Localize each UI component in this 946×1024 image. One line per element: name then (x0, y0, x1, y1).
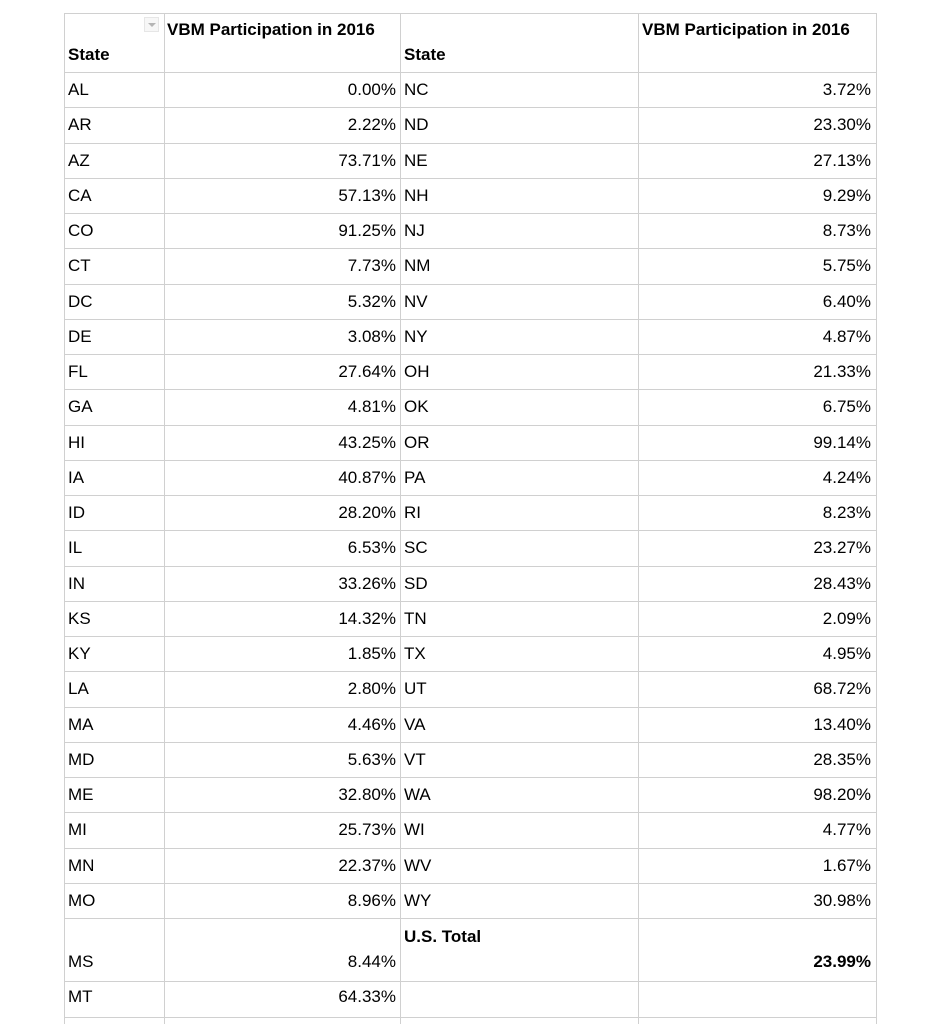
grid-line (64, 1017, 877, 1018)
grid-line (64, 213, 877, 214)
state-cell[interactable]: ME (68, 785, 94, 804)
vbm-cell[interactable]: 0.00% (347, 80, 396, 99)
state-cell[interactable]: UT (404, 679, 427, 698)
vbm-cell[interactable]: 99.14% (813, 433, 871, 452)
grid-line (64, 636, 877, 637)
vbm-cell[interactable]: 6.53% (347, 538, 396, 557)
state-cell[interactable]: DC (68, 292, 93, 311)
state-cell[interactable]: ND (404, 115, 429, 134)
state-cell[interactable]: CO (68, 221, 94, 240)
grid-line (64, 566, 877, 567)
grid-line (64, 495, 877, 496)
grid-line (64, 389, 877, 390)
state-cell[interactable]: NM (404, 256, 431, 275)
state-cell[interactable]: DE (68, 327, 92, 346)
state-cell[interactable]: IL (68, 538, 83, 557)
vbm-cell[interactable]: 43.25% (338, 433, 396, 452)
grid-line (64, 143, 877, 144)
state-cell[interactable]: LA (68, 679, 89, 698)
state-cell[interactable]: NC (404, 80, 429, 99)
state-cell[interactable]: VA (404, 715, 426, 734)
filter-dropdown-icon[interactable] (144, 17, 159, 32)
state-cell[interactable]: CT (68, 256, 91, 275)
grid-line (64, 107, 877, 108)
vbm-cell[interactable]: 2.09% (822, 609, 871, 628)
state-cell[interactable]: AR (68, 115, 92, 134)
state-cell[interactable]: WV (404, 856, 432, 875)
state-cell[interactable]: IN (68, 574, 85, 593)
state-cell[interactable]: NE (404, 151, 428, 170)
grid-line (64, 671, 877, 672)
vbm-cell[interactable]: 3.72% (822, 80, 871, 99)
vbm-cell[interactable]: 27.13% (813, 151, 871, 170)
grid-line (64, 530, 877, 531)
grid-line (64, 72, 877, 73)
vbm-cell[interactable]: 32.80% (338, 785, 396, 804)
vbm-cell[interactable]: 22.37% (338, 856, 396, 875)
vbm-cell[interactable]: 73.71% (338, 151, 396, 170)
grid-line (64, 981, 877, 982)
grid-line (64, 178, 877, 179)
vbm-cell[interactable]: 68.72% (813, 679, 871, 698)
header-state-right[interactable]: State (404, 45, 446, 64)
state-cell[interactable]: MN (68, 856, 95, 875)
vbm-cell[interactable]: 23.30% (813, 115, 871, 134)
grid-line (64, 13, 65, 1024)
state-cell[interactable]: WY (404, 891, 432, 910)
grid-line (64, 425, 877, 426)
vbm-cell[interactable]: 2.80% (347, 679, 396, 698)
vbm-cell[interactable]: 64.33% (338, 987, 396, 1006)
header-vbm-right[interactable]: VBM Participation in 2016 (642, 20, 850, 39)
vbm-cell[interactable]: 5.63% (347, 750, 396, 769)
vbm-cell[interactable]: 7.73% (347, 256, 396, 275)
state-cell[interactable]: VT (404, 750, 426, 769)
vbm-cell[interactable]: 5.32% (347, 292, 396, 311)
vbm-cell[interactable]: 8.96% (347, 891, 396, 910)
grid-line (64, 460, 877, 461)
vbm-cell[interactable]: 91.25% (338, 221, 396, 240)
vbm-cell[interactable]: 8.73% (822, 221, 871, 240)
state-cell[interactable]: AL (68, 80, 89, 99)
vbm-cell[interactable]: 4.24% (822, 468, 871, 487)
state-cell[interactable]: AZ (68, 151, 90, 170)
vbm-cell[interactable]: 21.33% (813, 362, 871, 381)
state-cell[interactable]: MI (68, 820, 87, 839)
vbm-cell[interactable]: 6.75% (822, 397, 871, 416)
vbm-cell[interactable]: 1.85% (347, 644, 396, 663)
vbm-cell[interactable]: 1.67% (822, 856, 871, 875)
state-cell[interactable]: HI (68, 433, 85, 452)
vbm-cell[interactable]: 23.27% (813, 538, 871, 557)
vbm-cell[interactable]: 3.08% (347, 327, 396, 346)
vbm-cell[interactable]: 28.20% (338, 503, 396, 522)
vbm-cell[interactable]: 5.75% (822, 256, 871, 275)
state-cell[interactable]: TN (404, 609, 427, 628)
grid-line (876, 13, 877, 1024)
vbm-cell[interactable]: 98.20% (813, 785, 871, 804)
state-cell[interactable]: KS (68, 609, 91, 628)
vbm-cell[interactable]: 13.40% (813, 715, 871, 734)
grid-line (400, 13, 401, 1024)
grid-line (64, 707, 877, 708)
grid-line (64, 918, 877, 919)
state-cell[interactable]: IA (68, 468, 85, 487)
state-cell[interactable]: NH (404, 186, 429, 205)
state-cell[interactable]: MT (68, 987, 93, 1006)
vbm-cell[interactable]: 28.43% (813, 574, 871, 593)
grid-line (64, 777, 877, 778)
us-total-value[interactable]: 23.99% (813, 952, 871, 971)
vbm-cell[interactable]: 40.87% (338, 468, 396, 487)
grid-line (64, 848, 877, 849)
state-cell[interactable]: KY (68, 644, 91, 663)
vbm-cell[interactable]: 14.32% (338, 609, 396, 628)
vbm-cell[interactable]: 28.35% (813, 750, 871, 769)
state-cell[interactable]: MO (68, 891, 96, 910)
vbm-cell[interactable]: 27.64% (338, 362, 396, 381)
vbm-cell[interactable]: 2.22% (347, 115, 396, 134)
grid-line (64, 812, 877, 813)
state-cell[interactable]: GA (68, 397, 93, 416)
grid-line (64, 354, 877, 355)
vbm-cell[interactable]: 4.95% (822, 644, 871, 663)
state-cell[interactable]: SD (404, 574, 428, 593)
vbm-cell[interactable]: 4.81% (347, 397, 396, 416)
us-total-label[interactable]: U.S. Total (404, 927, 482, 946)
state-cell[interactable]: SC (404, 538, 428, 557)
vbm-cell[interactable]: 4.77% (822, 820, 871, 839)
vbm-cell[interactable]: 30.98% (813, 891, 871, 910)
state-cell[interactable]: NY (404, 327, 428, 346)
vbm-cell[interactable]: 8.44% (347, 952, 396, 971)
state-cell[interactable]: MD (68, 750, 95, 769)
state-cell[interactable]: CA (68, 186, 92, 205)
vbm-cell[interactable]: 6.40% (822, 292, 871, 311)
state-cell[interactable]: ID (68, 503, 85, 522)
state-cell[interactable]: NJ (404, 221, 425, 240)
grid-line (64, 248, 877, 249)
grid-line (64, 883, 877, 884)
grid-line (64, 742, 877, 743)
header-state-left[interactable]: State (68, 45, 110, 64)
grid-line (64, 601, 877, 602)
grid-line (64, 13, 877, 14)
vbm-cell[interactable]: 9.29% (822, 186, 871, 205)
vbm-cell[interactable]: 4.87% (822, 327, 871, 346)
state-cell[interactable]: PA (404, 468, 426, 487)
vbm-cell[interactable]: 57.13% (338, 186, 396, 205)
state-cell[interactable]: OK (404, 397, 429, 416)
header-vbm-left[interactable]: VBM Participation in 2016 (167, 20, 375, 39)
state-cell[interactable]: FL (68, 362, 88, 381)
state-cell[interactable]: OH (404, 362, 430, 381)
state-cell[interactable]: TX (404, 644, 426, 663)
grid-line (64, 284, 877, 285)
grid-line (64, 319, 877, 320)
state-cell[interactable]: NV (404, 292, 428, 311)
vbm-cell[interactable]: 8.23% (822, 503, 871, 522)
state-cell[interactable]: WI (404, 820, 425, 839)
state-cell[interactable]: WA (404, 785, 431, 804)
state-cell[interactable]: MA (68, 715, 94, 734)
vbm-cell[interactable]: 25.73% (338, 820, 396, 839)
vbm-cell[interactable]: 4.46% (347, 715, 396, 734)
state-cell[interactable]: RI (404, 503, 421, 522)
state-cell[interactable]: MS (68, 952, 94, 971)
state-cell[interactable]: OR (404, 433, 430, 452)
vbm-cell[interactable]: 33.26% (338, 574, 396, 593)
